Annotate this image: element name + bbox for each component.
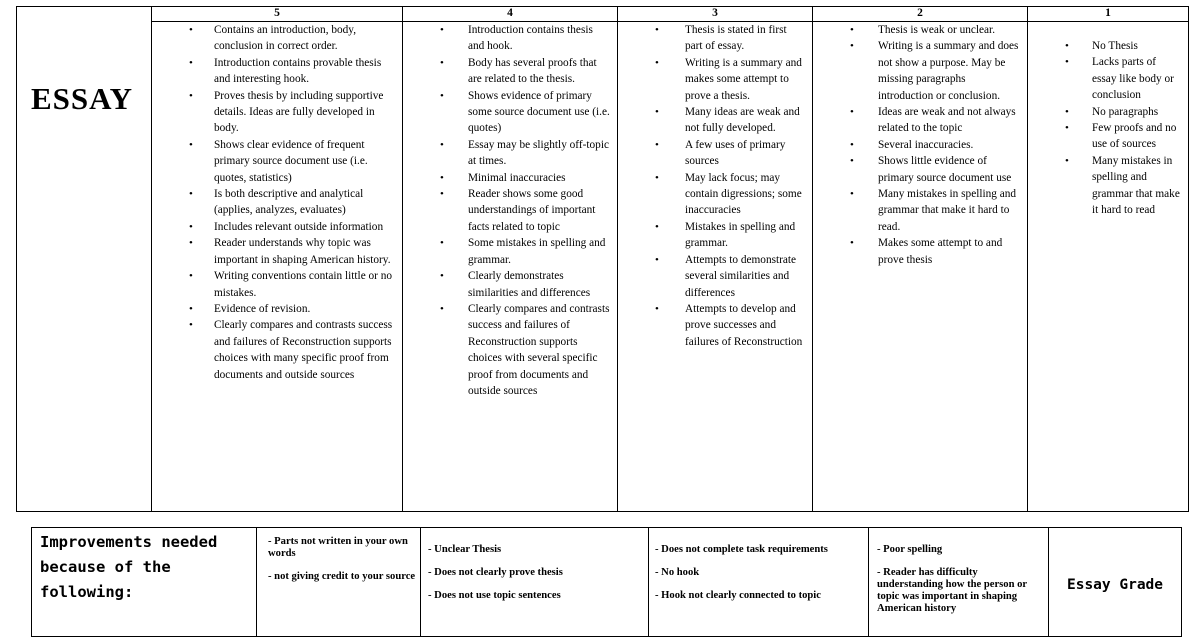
criteria-list-4 xyxy=(403,22,617,399)
criteria-item: • Reader shows some good understandings of important facts related to topic xyxy=(403,186,611,235)
criteria-item: • Reader understands why topic was important in shaping American history. xyxy=(152,235,396,268)
criteria-item: • Thesis is stated in first part of essay. xyxy=(618,22,806,55)
improvement-item: - Unclear Thesis xyxy=(428,544,502,555)
criteria-item: • Mistakes in spelling and grammar. xyxy=(618,219,806,252)
improvements-heading: Improvements needed because of the following: xyxy=(32,528,257,637)
criteria-item: • Several inaccuracies. xyxy=(813,137,1021,153)
essay-grade-label: Essay Grade xyxy=(1049,528,1182,637)
criteria-item: • Introduction contains thesis and hook. xyxy=(403,22,611,55)
criteria-item: • No Thesis xyxy=(1028,38,1182,54)
improvements-column-sources xyxy=(257,528,421,637)
criteria-item: • Writing is a summary and does not show a purpose. May be missing paragraphs introduction or conclusion. xyxy=(813,38,1021,104)
criteria-item: • Attempts to demonstrate several similarities and differences xyxy=(618,252,806,301)
criteria-list-3 xyxy=(618,22,812,350)
criteria-item: • Many mistakes in spelling and grammar that make it hard to read. xyxy=(813,186,1021,235)
score-header-4: 4 xyxy=(403,7,618,22)
criteria-item: • Some mistakes in spelling and grammar. xyxy=(403,235,611,268)
criteria-item: • Minimal inaccuracies xyxy=(403,170,611,186)
criteria-cell-5 xyxy=(152,22,403,512)
essay-rubric-table xyxy=(16,6,1189,512)
improvement-item: - Does not clearly prove thesis xyxy=(428,567,563,578)
criteria-item: • Attempts to develop and prove successes and failures of Reconstruction xyxy=(618,301,806,350)
rubric-criteria-row xyxy=(17,22,1189,512)
improvement-item: - Does not use topic sentences xyxy=(428,590,561,601)
criteria-item: • Clearly compares and contrasts success and failures of Reconstruction supports choices with many specific proof from documents and outside sources xyxy=(152,317,396,383)
criteria-item: • Introduction contains provable thesis and interesting hook. xyxy=(152,55,396,88)
improvement-item: - Hook not clearly connected to topic xyxy=(655,590,821,601)
criteria-item: • Clearly demonstrates similarities and differences xyxy=(403,268,611,301)
improvements-column-task xyxy=(649,528,869,637)
criteria-item: • Is both descriptive and analytical (applies, analyzes, evaluates) xyxy=(152,186,396,219)
improvement-item: - Parts not written in your own words xyxy=(268,536,408,559)
improvements-column-spelling xyxy=(869,528,1049,637)
criteria-item: • Body has several proofs that are related to the thesis. xyxy=(403,55,611,88)
improvement-item: - Poor spelling xyxy=(877,544,943,555)
criteria-item: • Shows clear evidence of frequent primary source document use (i.e. quotes, statistics) xyxy=(152,137,396,186)
criteria-list-2 xyxy=(813,22,1027,268)
criteria-item: • Writing is a summary and makes some attempt to prove a thesis. xyxy=(618,55,806,104)
criteria-item: • Many mistakes in spelling and grammar that make it hard to read xyxy=(1028,153,1182,219)
criteria-item: • Includes relevant outside information xyxy=(152,219,396,235)
criteria-item: • Thesis is weak or unclear. xyxy=(813,22,1021,38)
criteria-item: • Contains an introduction, body, conclusion in correct order. xyxy=(152,22,396,55)
score-header-2: 2 xyxy=(813,7,1028,22)
improvement-item: - Does not complete task requirements xyxy=(655,544,828,555)
criteria-item: • Evidence of revision. xyxy=(152,301,396,317)
criteria-item: • Makes some attempt to and prove thesis xyxy=(813,235,1021,268)
score-header-1: 1 xyxy=(1028,7,1189,22)
criteria-cell-1 xyxy=(1028,22,1189,512)
improvement-item: - not giving credit to your source xyxy=(268,571,416,582)
criteria-item: • Clearly compares and contrasts success and failures of Reconstruction supports choices with several specific proof from documents and outside sources xyxy=(403,301,611,399)
criteria-item: • Essay may be slightly off-topic at times. xyxy=(403,137,611,170)
criteria-item: • Shows little evidence of primary source document use xyxy=(813,153,1021,186)
criteria-item: • Many ideas are weak and not fully developed. xyxy=(618,104,806,137)
criteria-cell-3 xyxy=(618,22,813,512)
improvements-table xyxy=(31,527,1182,637)
criteria-item: • A few uses of primary sources xyxy=(618,137,806,170)
criteria-item: • Writing conventions contain little or no mistakes. xyxy=(152,268,396,301)
criteria-cell-4 xyxy=(403,22,618,512)
improvement-item: - Reader has difficulty understanding how the person or topic was important in shaping American history xyxy=(877,567,1027,614)
criteria-item: • No paragraphs xyxy=(1028,104,1182,120)
score-header-3: 3 xyxy=(618,7,813,22)
criteria-item: • Ideas are weak and not always related to the topic xyxy=(813,104,1021,137)
improvements-column-thesis xyxy=(421,528,649,637)
criteria-item: • May lack focus; may contain digressions; some inaccuracies xyxy=(618,170,806,219)
criteria-item: • Lacks parts of essay like body or conclusion xyxy=(1028,54,1182,103)
criteria-list-1 xyxy=(1028,22,1188,218)
improvement-item: - No hook xyxy=(655,567,700,578)
improvements-row xyxy=(32,528,1182,637)
criteria-list-5 xyxy=(152,22,402,383)
criteria-item: • Proves thesis by including supportive details. Ideas are fully developed in body. xyxy=(152,88,396,137)
rubric-score-header-row xyxy=(17,7,1189,22)
rubric-title-cell xyxy=(17,7,152,512)
score-header-5: 5 xyxy=(152,7,403,22)
rubric-title: ESSAY xyxy=(30,81,134,116)
criteria-cell-2 xyxy=(813,22,1028,512)
criteria-item: • Few proofs and no use of sources xyxy=(1028,120,1182,153)
criteria-item: • Shows evidence of primary some source document use (i.e. quotes) xyxy=(403,88,611,137)
